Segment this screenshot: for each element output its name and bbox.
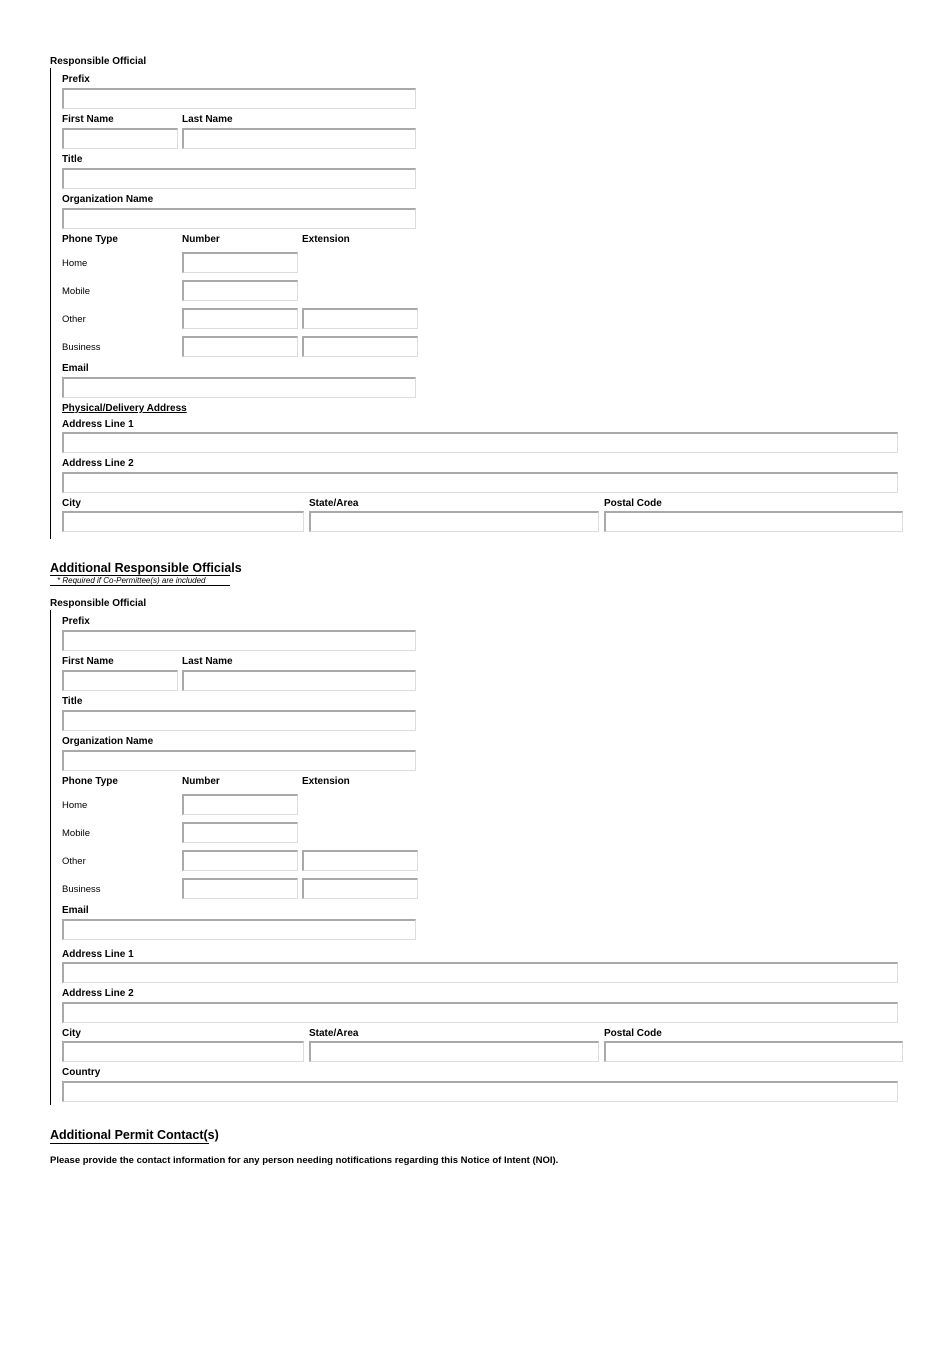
last-name-input-2[interactable] (182, 670, 416, 691)
home-phone-input[interactable] (182, 252, 298, 273)
business-extension-input[interactable] (302, 336, 418, 357)
state-area-input-2[interactable] (309, 1041, 599, 1062)
city-input-2[interactable] (62, 1041, 304, 1062)
organization-name-input[interactable] (62, 208, 416, 229)
state-area-input[interactable] (309, 511, 599, 532)
state-area-label-2: State/Area (309, 1028, 359, 1039)
city-label-2: City (62, 1028, 81, 1039)
note-underline (50, 585, 230, 586)
business-phone-input[interactable] (182, 336, 298, 357)
business-phone-input-2[interactable] (182, 878, 298, 899)
first-name-input[interactable] (62, 128, 178, 149)
country-label-2: Country (62, 1067, 101, 1078)
last-name-label: Last Name (182, 114, 233, 125)
state-area-label: State/Area (309, 498, 359, 509)
number-label-2: Number (182, 776, 220, 787)
physical-address-heading: Physical/Delivery Address (62, 403, 187, 414)
postal-code-input-2[interactable] (604, 1041, 903, 1062)
address-line-1-input[interactable] (62, 432, 898, 453)
phone-type-label-2: Phone Type (62, 776, 118, 787)
phone-type-label: Phone Type (62, 234, 118, 245)
home-phone-label: Home (62, 258, 88, 269)
business-extension-input-2[interactable] (302, 878, 418, 899)
email-input-2[interactable] (62, 919, 416, 940)
prefix-input[interactable] (62, 88, 416, 109)
first-name-label-2: First Name (62, 656, 114, 667)
organization-name-input-2[interactable] (62, 750, 416, 771)
additional-officials-heading: Additional Responsible Officials (50, 561, 242, 575)
title-label-2: Title (62, 696, 83, 707)
mobile-phone-label-2: Mobile (62, 828, 90, 839)
other-phone-input[interactable] (182, 308, 298, 329)
mobile-phone-input[interactable] (182, 280, 298, 301)
business-phone-label-2: Business (62, 884, 101, 895)
postal-code-input[interactable] (604, 511, 903, 532)
contacts-heading-underline (50, 1143, 209, 1144)
country-input-2[interactable] (62, 1081, 898, 1102)
extension-label-2: Extension (302, 776, 350, 787)
city-input[interactable] (62, 511, 304, 532)
additional-contacts-description: Please provide the contact information for any person needing notifications regarding this Notice of Intent (NOI). (50, 1155, 559, 1166)
prefix-input-2[interactable] (62, 630, 416, 651)
additional-contacts-heading: Additional Permit Contact(s) (50, 1128, 219, 1142)
city-label: City (62, 498, 81, 509)
responsible-official-heading-2: Responsible Official (50, 598, 147, 609)
postal-code-label: Postal Code (604, 498, 662, 509)
title-input[interactable] (62, 168, 416, 189)
responsible-official-heading: Responsible Official (50, 56, 147, 67)
postal-code-label-2: Postal Code (604, 1028, 662, 1039)
other-phone-label-2: Other (62, 856, 86, 867)
section-left-rule (50, 68, 51, 539)
number-label: Number (182, 234, 220, 245)
first-name-label: First Name (62, 114, 114, 125)
email-input[interactable] (62, 377, 416, 398)
address-line-1-input-2[interactable] (62, 962, 898, 983)
last-name-input[interactable] (182, 128, 416, 149)
prefix-label-2: Prefix (62, 616, 90, 627)
section-left-rule-2 (50, 610, 51, 1105)
address-line-2-label-2: Address Line 2 (62, 988, 134, 999)
address-line-2-input[interactable] (62, 472, 898, 493)
organization-name-label-2: Organization Name (62, 736, 154, 747)
first-name-input-2[interactable] (62, 670, 178, 691)
co-permittee-note: * Required if Co-Permittee(s) are included (57, 576, 206, 585)
home-phone-label-2: Home (62, 800, 88, 811)
organization-name-label: Organization Name (62, 194, 154, 205)
other-phone-input-2[interactable] (182, 850, 298, 871)
address-line-1-label-2: Address Line 1 (62, 949, 134, 960)
other-extension-input[interactable] (302, 308, 418, 329)
business-phone-label: Business (62, 342, 101, 353)
mobile-phone-label: Mobile (62, 286, 90, 297)
address-line-2-input-2[interactable] (62, 1002, 898, 1023)
title-label: Title (62, 154, 83, 165)
mobile-phone-input-2[interactable] (182, 822, 298, 843)
other-extension-input-2[interactable] (302, 850, 418, 871)
last-name-label-2: Last Name (182, 656, 233, 667)
extension-label: Extension (302, 234, 350, 245)
home-phone-input-2[interactable] (182, 794, 298, 815)
title-input-2[interactable] (62, 710, 416, 731)
email-label: Email (62, 363, 89, 374)
email-label-2: Email (62, 905, 89, 916)
prefix-label: Prefix (62, 74, 90, 85)
address-line-1-label: Address Line 1 (62, 419, 134, 430)
other-phone-label: Other (62, 314, 86, 325)
address-line-2-label: Address Line 2 (62, 458, 134, 469)
